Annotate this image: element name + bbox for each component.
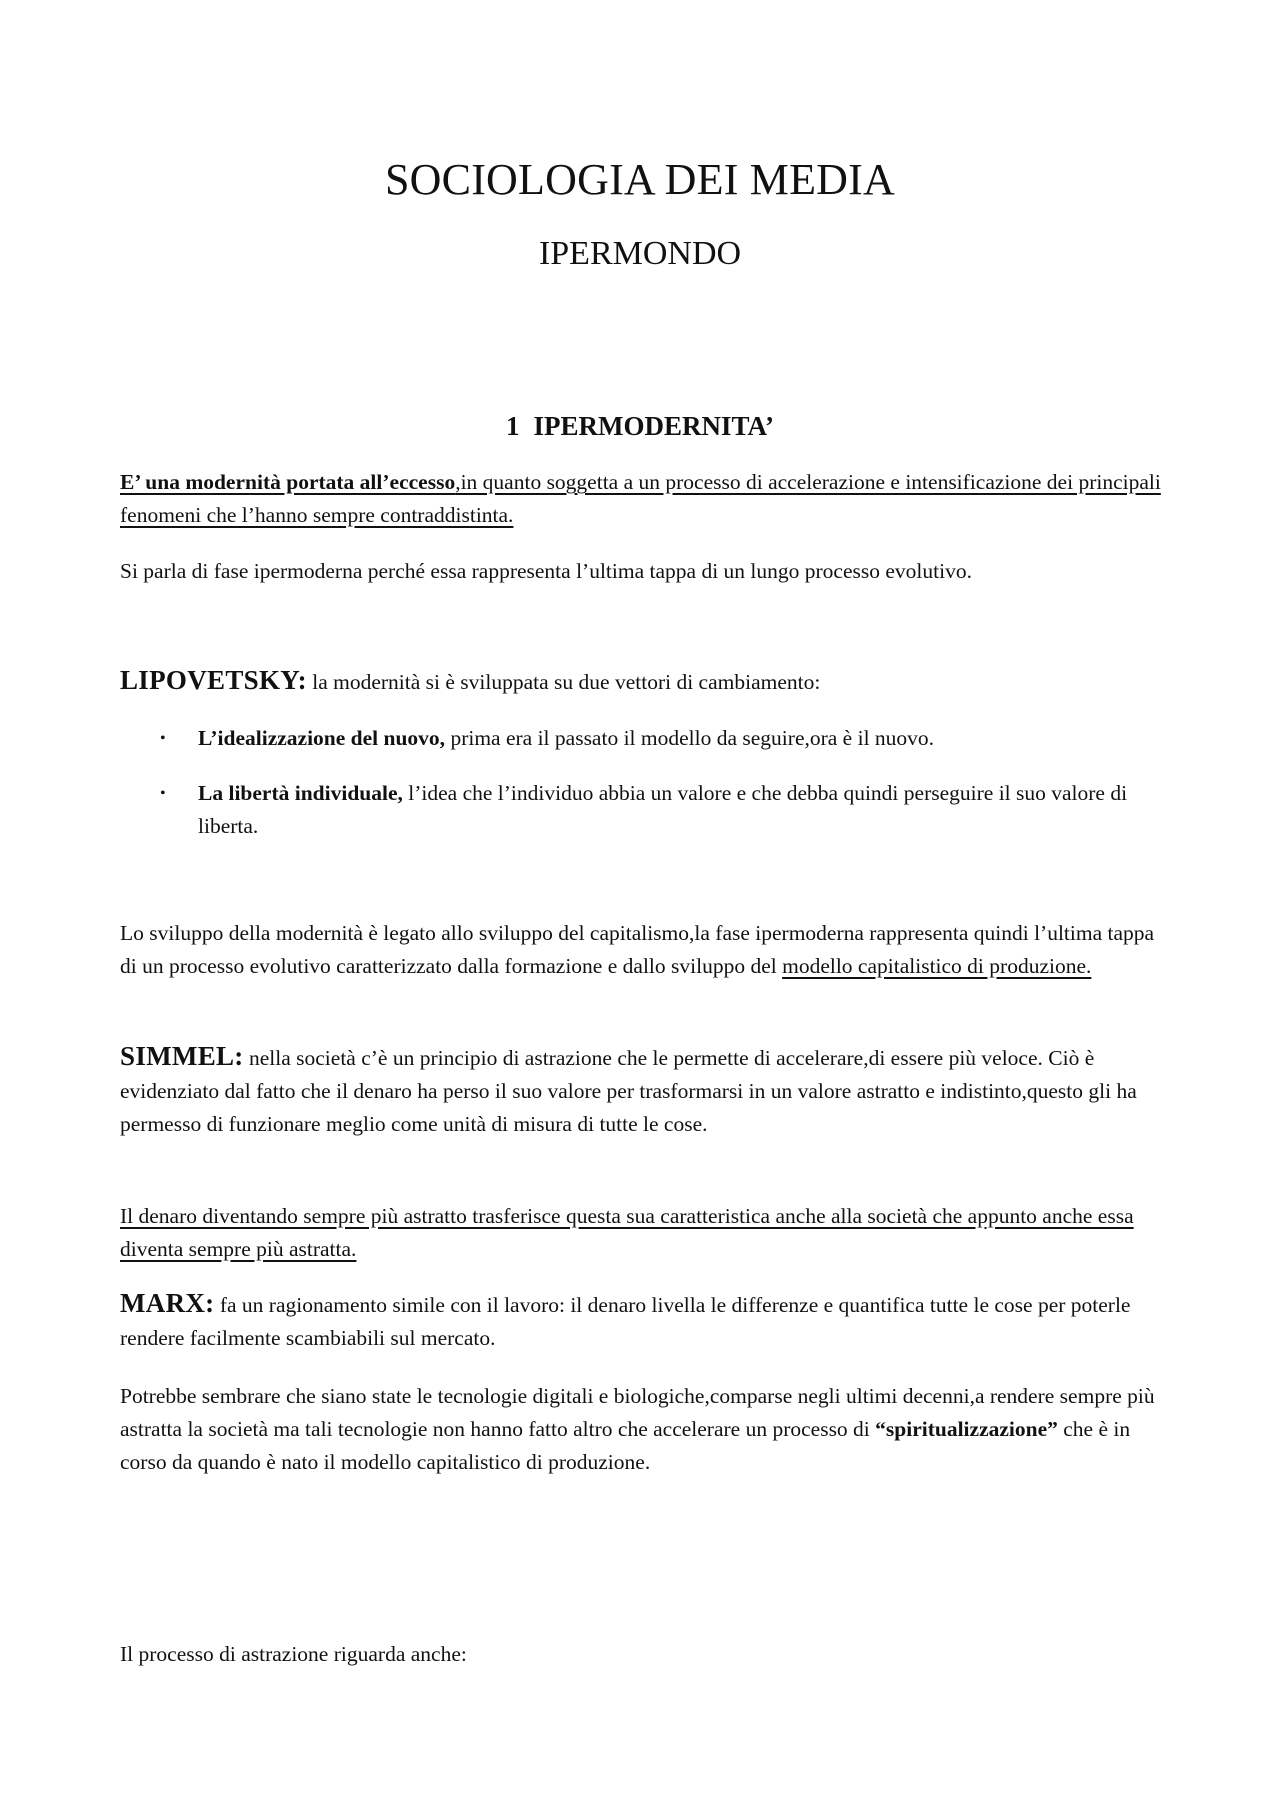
list-item-text [198,777,1170,843]
list-item-bold: La libertà individuale, [198,781,403,805]
definition-bold: E’ una modernità portata all’eccesso [120,470,456,494]
paragraph-ipermoderna: Si parla di fase ipermoderna perché essa rappresenta l’ultima tappa di un lungo processo evolutivo. [120,559,972,583]
author-lipovetsky: LIPOVETSKY: [120,665,307,695]
list-item-text [198,722,1170,755]
author-marx: MARX: [120,1288,215,1318]
spiritualizzazione-before: Potrebbe sembrare che siano state le tecnologie digitali e biologiche,comparse negli ultimi decenni,a rendere sempre più astratta la società ma tali tecnologie non hanno fatto altro che accelerare un processo di [120,1384,1155,1441]
paragraph-marx [120,1287,1165,1355]
section-heading [0,408,1280,444]
section-number: 1 [506,411,520,441]
list-item-rest: l’idea che l’individuo abbia un valore e che debba quindi perseguire il suo valore di liberta. [198,781,1128,838]
paragraph-denaro [120,1200,1165,1266]
definition-text [120,470,1161,527]
simmel-text: nella società c’è un principio di astrazione che le permette di accelerare,di essere più veloce. Ciò è evidenziato dal fatto che il denaro ha perso il suo valore per trasformarsi in un valore astratto e indistinto,questo gli ha permesso di funzionare meglio come unità di misura di tutte le cose. [120,1046,1137,1136]
bullet-icon: • [160,785,166,802]
list-item-rest: prima era il passato il modello da seguire,ora è il nuovo. [445,726,935,750]
document-title: SOCIOLOGIA DEI MEDIA [385,155,895,204]
paragraph-capitalismo [120,917,1165,983]
capitalismo-underlined: modello capitalistico di produzione. [782,954,1092,978]
author-simmel: SIMMEL: [120,1041,244,1071]
definition-rest: ,in quanto soggetta a un processo di accelerazione e intensificazione dei principali fenomeni che l’hanno sempre contraddistinta. [120,470,1161,527]
lipovetsky-text: la modernità si è sviluppata su due vettori di cambiamento: [306,670,821,694]
marx-text: fa un ragionamento simile con il lavoro: il denaro livella le differenze e quantifica tutte le cose per poterle rendere facilmente scambiabili sul mercato. [120,1293,1131,1350]
paragraph-spiritualizzazione [120,1380,1165,1479]
denaro-text: Il denaro diventando sempre più astratto trasferisce questa sua caratteristica anche alla società che appunto anche essa diventa sempre più astratta. [120,1204,1134,1261]
section-title: IPERMODERNITA’ [533,411,774,441]
paragraph-astrazione: Il processo di astrazione riguarda anche: [120,1642,467,1666]
spiritualizzazione-bold: “spiritualizzazione” [875,1417,1058,1441]
paragraph-simmel [120,1040,1165,1141]
list-item-bold: L’idealizzazione del nuovo, [198,726,446,750]
spiritualizzazione-after: che è in corso da quando è nato il modello capitalistico di produzione. [120,1417,1131,1474]
paragraph-lipovetsky [120,664,1165,699]
paragraph-definition [120,466,1165,532]
bullet-icon: • [160,730,166,747]
capitalismo-text: Lo sviluppo della modernità è legato allo sviluppo del capitalismo,la fase ipermoderna rappresenta quindi l’ultima tappa di un processo evolutivo caratterizzato dalla formazione e dallo sviluppo del [120,921,1155,978]
document-subtitle: IPERMONDO [538,235,742,272]
